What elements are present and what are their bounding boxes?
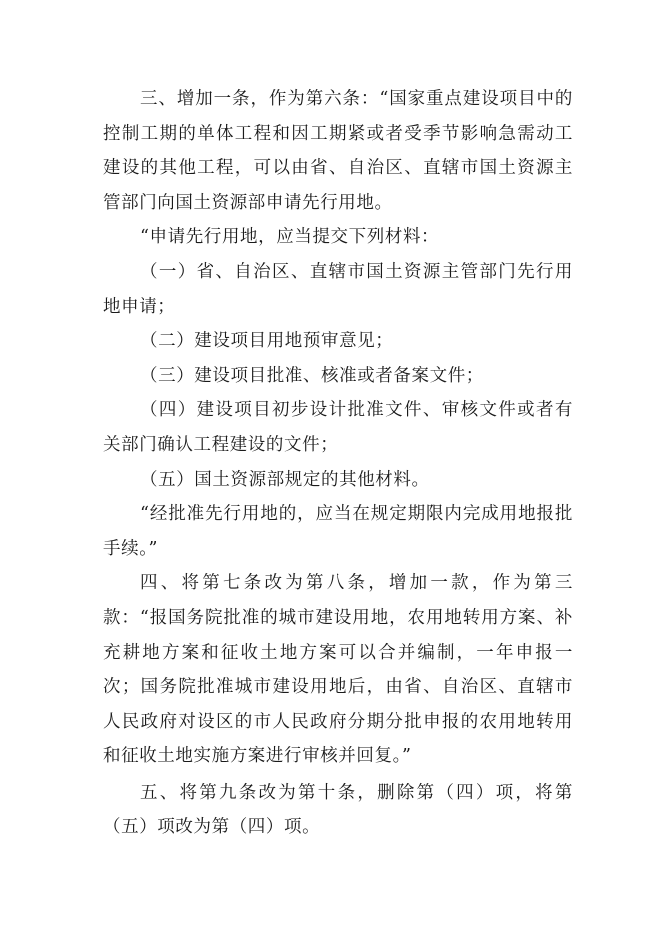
document-body: [103, 82, 573, 845]
paragraph-article-five: 五、将第九条改为第十条，删除第（四）项，将第（五）项改为第（四）项。: [103, 782, 573, 838]
paragraph-item-two: （二）建设项目用地预审意见；: [140, 331, 394, 352]
paragraph-item-three: （三）建设项目批准、核准或者备案文件；: [140, 365, 484, 386]
paragraph-item-one: （一）省、自治区、直辖市国土资源主管部门先行用地申请；: [103, 261, 573, 317]
paragraph-article-three: 三、增加一条，作为第六条：“国家重点建设项目中的控制工期的单体工程和因工期紧或者受季节影响急需动工建设的其他工程，可以由省、自治区、直辖市国土资源主管部门向国土资源部申请先行用地。: [103, 89, 573, 213]
paragraph-item-five: （五）国土资源部规定的其他材料。: [140, 469, 430, 490]
paragraph-materials-intro: “申请先行用地，应当提交下列材料：: [140, 227, 440, 248]
paragraph-article-four: 四、将第七条改为第八条，增加一款，作为第三款：“报国务院批准的城市建设用地，农用地转用方案、补充耕地方案和征收土地方案可以合并编制，一年申报一次；国务院批准城市建设用地后，由省、自治区、直辖市人民政府对设区的市人民政府分期分批申报的农用地转用和征收土地实施方案进行审核并回复。”: [103, 573, 573, 767]
paragraph-item-four: （四）建设项目初步设计批准文件、审核文件或者有关部门确认工程建设的文件；: [103, 400, 573, 455]
paragraph-approval-deadline: “经批准先行用地的，应当在规定期限内完成用地报批手续。”: [103, 504, 573, 559]
